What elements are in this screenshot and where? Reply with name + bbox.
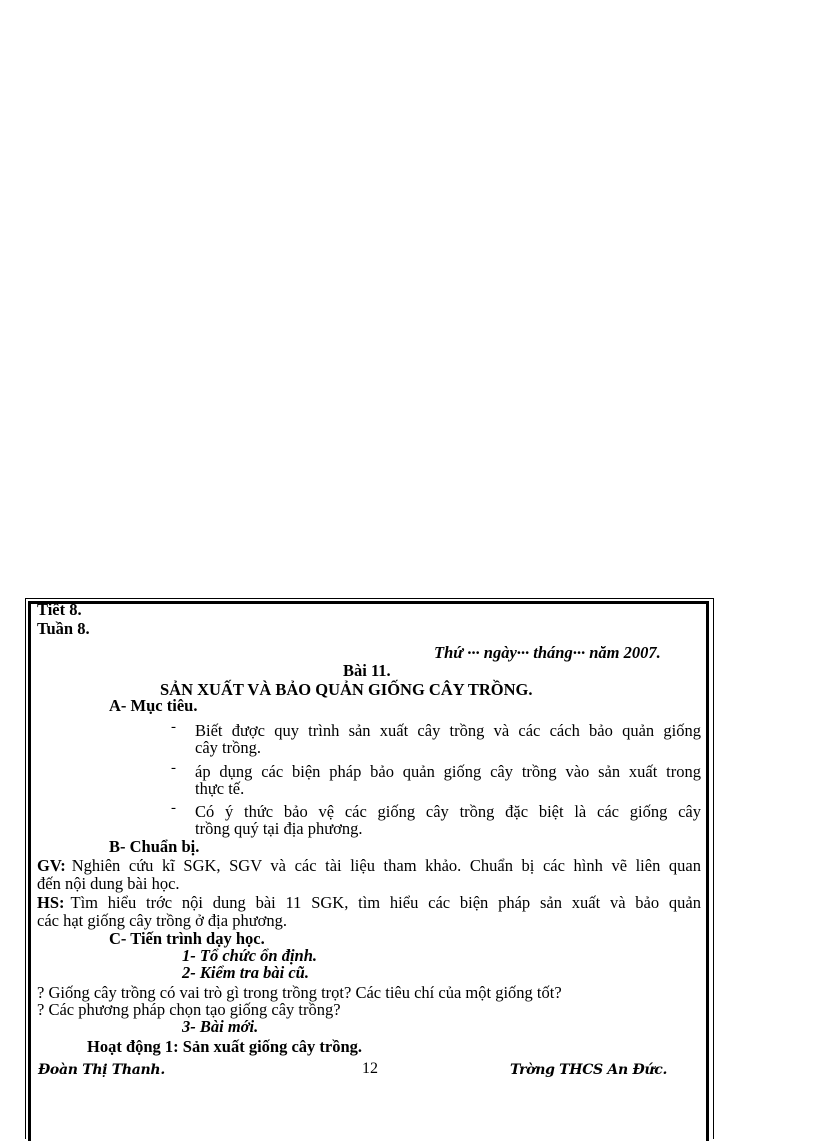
question-2: ? Các phương pháp chọn tạo giống cây trồng? [37,1000,341,1019]
gv-label: GV: [37,856,66,875]
tuan-label: Tuần 8. [37,619,90,638]
step-1: 1- Tổ chức ổn định. [182,946,318,965]
hs-text-2: các hạt giống cây trồng ở địa phương. [37,911,287,930]
step-2: 2- Kiểm tra bài cũ. [182,963,309,982]
gv-text-2: đến nội dung bài học. [37,874,180,893]
hs-label: HS: [37,893,65,912]
section-c-heading: C- Tiến trình dạy học. [109,929,265,948]
bullet-2-line-1: áp dụng các biện pháp bảo quản giống cây trồng vào sản xuất trong [195,762,701,781]
hs-text-1: Tìm hiểu trớc nội dung bài 11 SGK, tìm hiểu các biện pháp sản xuất và bảo quản [70,893,701,912]
step-3: 3- Bài mới. [182,1017,259,1036]
section-b-heading: B- Chuẩn bị. [109,837,200,856]
footer-author: Đoàn Thị Thanh. [38,1062,165,1078]
footer-page-number: 12 [362,1060,378,1077]
bullet-dash-1: - [171,719,176,735]
bullet-1-line-2: cây trồng. [195,738,261,757]
bullet-2-line-2: thực tế. [195,779,245,798]
activity-1-heading: Hoạt động 1: Sản xuất giống cây trồng. [87,1037,363,1056]
footer-school: Trờng THCS An Đức. [510,1062,668,1078]
tiet-label: Tiết 8. [37,600,82,619]
date-line: Thứ ··· ngày··· tháng··· năm 2007. [434,643,661,662]
bullet-dash-2: - [171,760,176,776]
bullet-3-line-2: trồng quý tại địa phương. [195,819,363,838]
bullet-1-line-1: Biết được quy trình sản xuất cây trồng và các cách bảo quản giống [195,721,701,740]
gv-paragraph-line-1 [37,857,701,875]
lesson-number: Bài 11. [343,661,391,680]
question-1: ? Giống cây trồng có vai trò gì trong trồng trọt? Các tiêu chí của một giống tốt? [37,983,562,1002]
lesson-title: SẢN XUẤT VÀ BẢO QUẢN GIỐNG CÂY TRỒNG. [160,680,533,699]
hs-paragraph-line-1 [37,894,701,912]
section-a-heading: A- Mục tiêu. [109,696,198,715]
bullet-dash-3: - [171,800,176,816]
bullet-3-line-1: Có ý thức bảo vệ các giống cây trồng đặc biệt là các giống cây [195,802,701,821]
gv-text-1: Nghiên cứu kĩ SGK, SGV và các tài liệu tham khảo. Chuẩn bị các hình vẽ liên quan [71,856,701,875]
